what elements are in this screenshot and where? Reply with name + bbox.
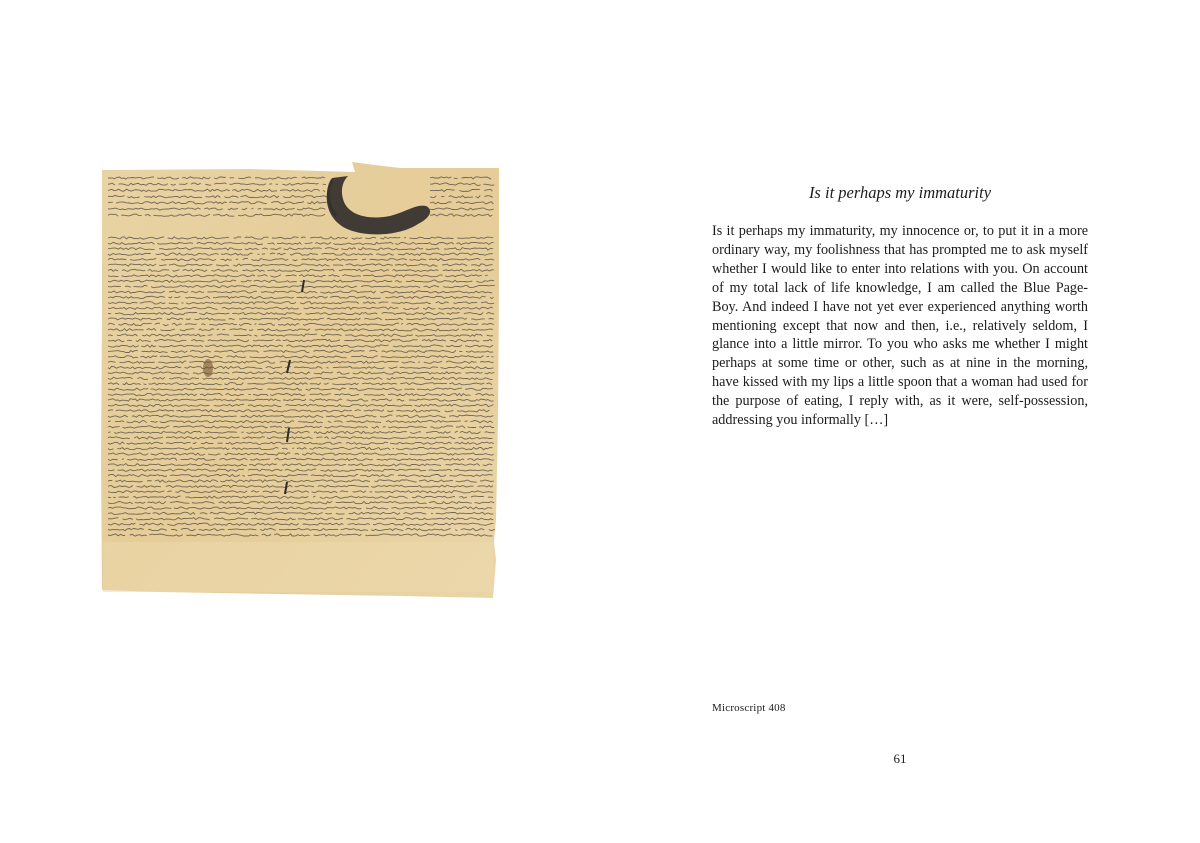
page-number: 61 (893, 751, 907, 766)
poem-title: Is it perhaps my immaturity (808, 183, 992, 202)
poem-body: Is it perhaps my immaturity, my innocence or, to put it in a more ordinary way, my foolishness that has prompted me to ask myself whether I would like to enter into relations with you. On account of my total lack of life knowledge, I am called the Blue Page-Boy. And indeed I have not yet ever experienced anything worth mentioning except that now and then, i.e., relatively seldom, I glance into a little mirror. To you who asks me whether I might perhaps at some time or other, such as at nine in the morning, have kissed with my lips a little spoon that a woman had used for the purpose of eating, I reply with, as it were, self-possession, addressing you informally […] (712, 223, 1088, 429)
paper-sheet (101, 162, 499, 598)
paper-blank-band (103, 542, 493, 592)
manuscript-image (100, 160, 502, 600)
image-caption: Microscript 408 (712, 702, 786, 714)
stain (203, 359, 213, 377)
manuscript-scrap-icon (100, 160, 502, 600)
